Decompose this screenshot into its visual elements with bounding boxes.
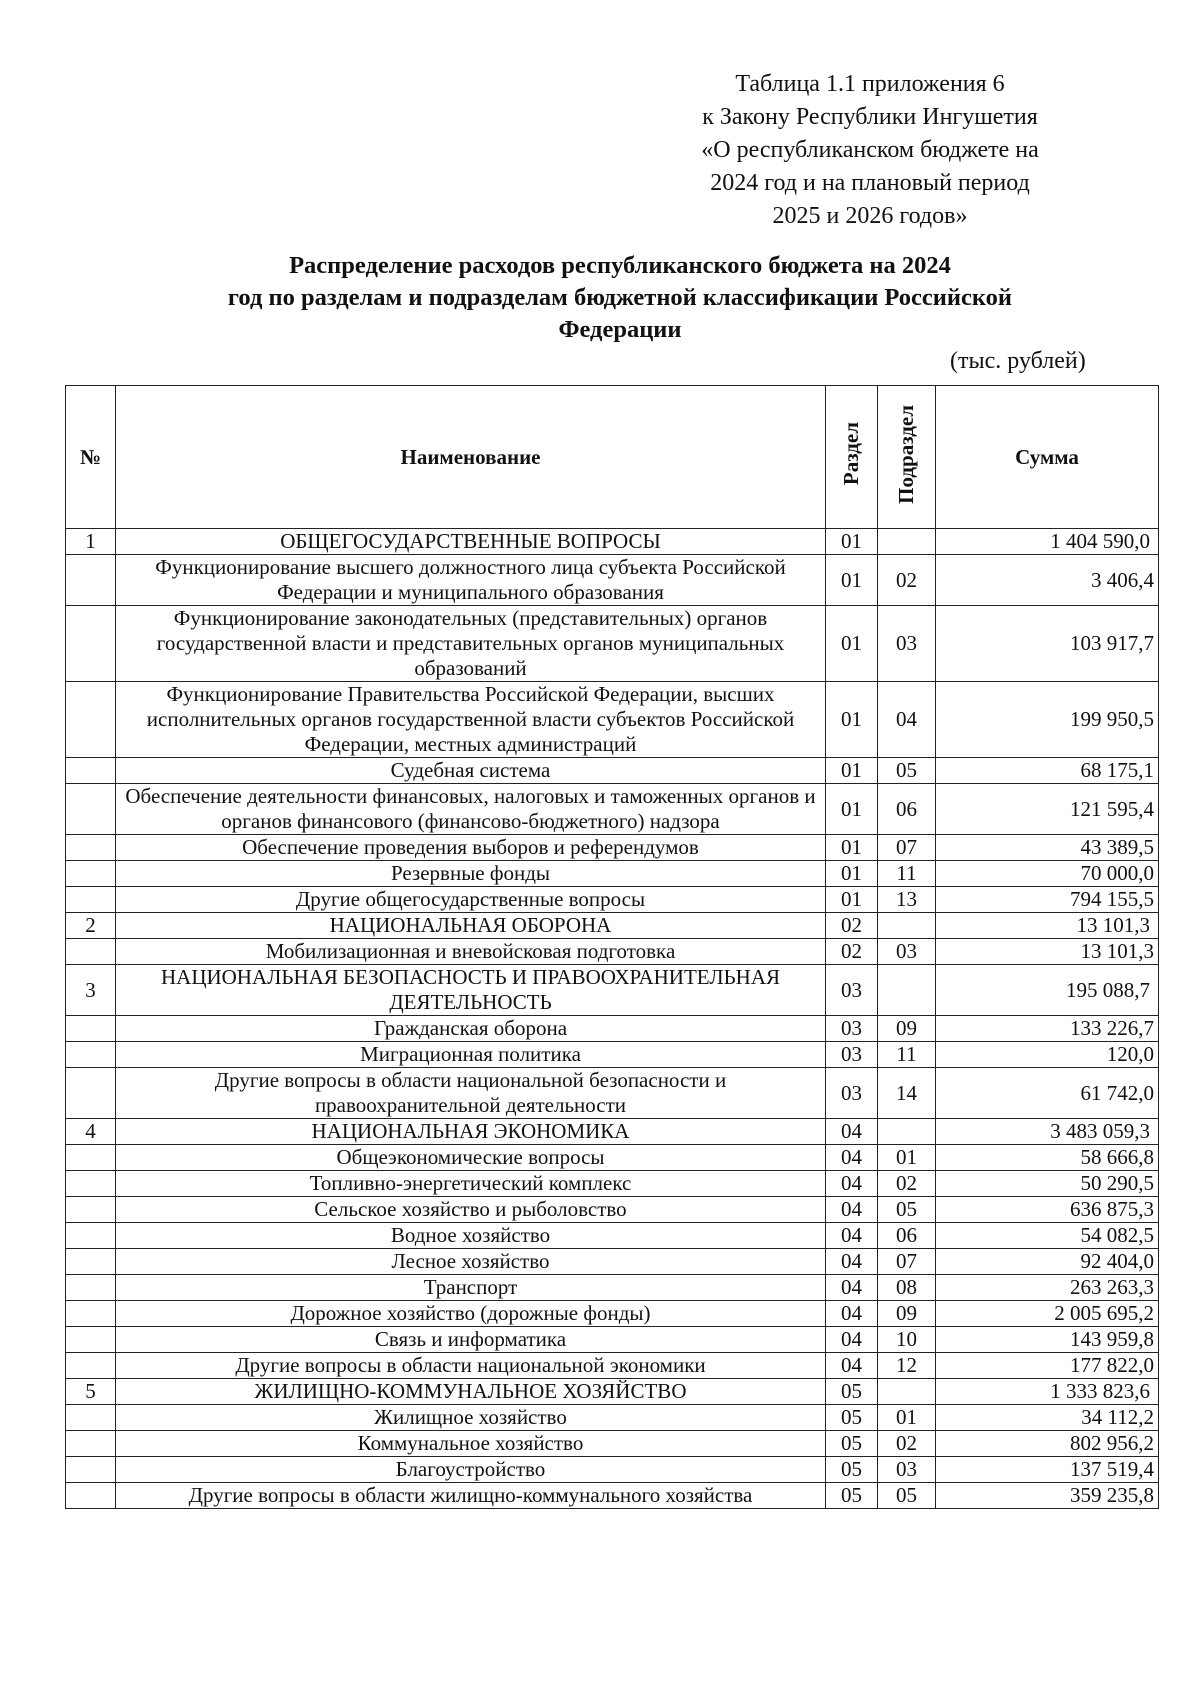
cell-sum: 70 000,0 bbox=[936, 861, 1159, 887]
appendix-note-line: 2024 год и на плановый период bbox=[710, 170, 1030, 196]
cell-section: 01 bbox=[826, 555, 878, 606]
table-body bbox=[66, 529, 1159, 1509]
table-row bbox=[66, 1353, 1159, 1379]
header-number: № bbox=[66, 386, 116, 529]
cell-num bbox=[66, 1301, 116, 1327]
cell-subsection: 02 bbox=[878, 1431, 936, 1457]
cell-num bbox=[66, 1431, 116, 1457]
budget-table bbox=[65, 385, 1159, 1509]
cell-sum: 636 875,3 bbox=[936, 1197, 1159, 1223]
cell-num bbox=[66, 835, 116, 861]
cell-sum: 43 389,5 bbox=[936, 835, 1159, 861]
table-row bbox=[66, 1483, 1159, 1509]
table-row bbox=[66, 913, 1159, 939]
table-row bbox=[66, 1119, 1159, 1145]
cell-section: 01 bbox=[826, 529, 878, 555]
cell-sum: 3 483 059,3 bbox=[936, 1119, 1159, 1145]
cell-name: ОБЩЕГОСУДАРСТВЕННЫЕ ВОПРОСЫ bbox=[116, 529, 826, 555]
cell-num bbox=[66, 1068, 116, 1119]
cell-section: 04 bbox=[826, 1275, 878, 1301]
cell-section: 03 bbox=[826, 1068, 878, 1119]
table-row bbox=[66, 835, 1159, 861]
appendix-note-line: «О республиканском бюджете на bbox=[701, 137, 1039, 163]
cell-subsection: 05 bbox=[878, 1483, 936, 1509]
cell-num bbox=[66, 1042, 116, 1068]
cell-name: Резервные фонды bbox=[116, 861, 826, 887]
cell-num bbox=[66, 1145, 116, 1171]
cell-sum: 34 112,2 bbox=[936, 1405, 1159, 1431]
table-row bbox=[66, 1223, 1159, 1249]
cell-num bbox=[66, 861, 116, 887]
table-row bbox=[66, 1016, 1159, 1042]
cell-sum: 1 333 823,6 bbox=[936, 1379, 1159, 1405]
cell-name: ЖИЛИЩНО-КОММУНАЛЬНОЕ ХОЗЯЙСТВО bbox=[116, 1379, 826, 1405]
cell-section: 01 bbox=[826, 606, 878, 682]
cell-num bbox=[66, 1197, 116, 1223]
header-section-label: Раздел bbox=[839, 422, 863, 486]
cell-num bbox=[66, 784, 116, 835]
table-row bbox=[66, 682, 1159, 758]
cell-sum: 121 595,4 bbox=[936, 784, 1159, 835]
cell-num bbox=[66, 606, 116, 682]
cell-subsection: 11 bbox=[878, 861, 936, 887]
cell-section: 05 bbox=[826, 1483, 878, 1509]
cell-num bbox=[66, 1457, 116, 1483]
table-row bbox=[66, 1197, 1159, 1223]
cell-sum: 58 666,8 bbox=[936, 1145, 1159, 1171]
cell-section: 05 bbox=[826, 1405, 878, 1431]
cell-num bbox=[66, 1275, 116, 1301]
cell-sum: 133 226,7 bbox=[936, 1016, 1159, 1042]
cell-sum: 1 404 590,0 bbox=[936, 529, 1159, 555]
document-title-line: год по разделам и подразделам бюджетной классификации Российской bbox=[227, 284, 1013, 311]
cell-name: Топливно-энергетический комплекс bbox=[116, 1171, 826, 1197]
cell-section: 01 bbox=[826, 682, 878, 758]
cell-name: НАЦИОНАЛЬНАЯ ОБОРОНА bbox=[116, 913, 826, 939]
cell-subsection: 01 bbox=[878, 1405, 936, 1431]
table-row bbox=[66, 1405, 1159, 1431]
cell-sum: 794 155,5 bbox=[936, 887, 1159, 913]
header-section bbox=[826, 386, 878, 529]
cell-name: Обеспечение проведения выборов и референдумов bbox=[116, 835, 826, 861]
table-row bbox=[66, 1042, 1159, 1068]
cell-section: 02 bbox=[826, 913, 878, 939]
cell-num bbox=[66, 1405, 116, 1431]
table-row bbox=[66, 555, 1159, 606]
cell-section: 04 bbox=[826, 1301, 878, 1327]
cell-section: 04 bbox=[826, 1249, 878, 1275]
table-row bbox=[66, 1431, 1159, 1457]
cell-section: 04 bbox=[826, 1197, 878, 1223]
document-title bbox=[120, 250, 1120, 346]
cell-sum: 199 950,5 bbox=[936, 682, 1159, 758]
cell-sum: 195 088,7 bbox=[936, 965, 1159, 1016]
cell-num: 2 bbox=[66, 913, 116, 939]
table-row bbox=[66, 1275, 1159, 1301]
cell-section: 02 bbox=[826, 939, 878, 965]
cell-subsection: 12 bbox=[878, 1353, 936, 1379]
cell-section: 03 bbox=[826, 1016, 878, 1042]
cell-num bbox=[66, 1016, 116, 1042]
cell-num bbox=[66, 939, 116, 965]
cell-name: Сельское хозяйство и рыболовство bbox=[116, 1197, 826, 1223]
cell-name: Судебная система bbox=[116, 758, 826, 784]
cell-subsection: 05 bbox=[878, 1197, 936, 1223]
table-row bbox=[66, 1068, 1159, 1119]
cell-num bbox=[66, 682, 116, 758]
cell-subsection: 07 bbox=[878, 1249, 936, 1275]
cell-subsection: 11 bbox=[878, 1042, 936, 1068]
cell-section: 01 bbox=[826, 861, 878, 887]
header-subsection-label: Подраздел bbox=[894, 404, 918, 504]
table-row bbox=[66, 861, 1159, 887]
cell-name: Общеэкономические вопросы bbox=[116, 1145, 826, 1171]
cell-num bbox=[66, 555, 116, 606]
cell-section: 01 bbox=[826, 758, 878, 784]
cell-sum: 137 519,4 bbox=[936, 1457, 1159, 1483]
cell-name: Мобилизационная и вневойсковая подготовка bbox=[116, 939, 826, 965]
cell-section: 05 bbox=[826, 1457, 878, 1483]
cell-subsection: 07 bbox=[878, 835, 936, 861]
appendix-note-line: к Закону Республики Ингушетия bbox=[702, 104, 1038, 130]
cell-subsection: 03 bbox=[878, 1457, 936, 1483]
table-row bbox=[66, 1327, 1159, 1353]
table-row bbox=[66, 887, 1159, 913]
cell-name: Транспорт bbox=[116, 1275, 826, 1301]
cell-sum: 92 404,0 bbox=[936, 1249, 1159, 1275]
cell-section: 04 bbox=[826, 1145, 878, 1171]
cell-name: Функционирование высшего должностного лица субъекта Российской Федерации и муниципального образования bbox=[116, 555, 826, 606]
cell-sum: 359 235,8 bbox=[936, 1483, 1159, 1509]
cell-subsection: 06 bbox=[878, 1223, 936, 1249]
cell-subsection: 10 bbox=[878, 1327, 936, 1353]
document-title-line: Федерации bbox=[558, 316, 682, 343]
cell-name: Гражданская оборона bbox=[116, 1016, 826, 1042]
cell-section: 05 bbox=[826, 1379, 878, 1405]
cell-num bbox=[66, 1249, 116, 1275]
cell-name: Лесное хозяйство bbox=[116, 1249, 826, 1275]
document-title-line: Распределение расходов республиканского бюджета на 2024 bbox=[289, 252, 951, 279]
cell-sum: 68 175,1 bbox=[936, 758, 1159, 784]
appendix-note bbox=[690, 68, 1050, 233]
cell-sum: 61 742,0 bbox=[936, 1068, 1159, 1119]
cell-subsection: 09 bbox=[878, 1016, 936, 1042]
appendix-note-line: 2025 и 2026 годов» bbox=[772, 203, 968, 229]
table-header-row bbox=[66, 386, 1159, 529]
header-sum: Сумма bbox=[936, 386, 1159, 529]
cell-sum: 120,0 bbox=[936, 1042, 1159, 1068]
cell-sum: 3 406,4 bbox=[936, 555, 1159, 606]
cell-subsection: 04 bbox=[878, 682, 936, 758]
table-row bbox=[66, 606, 1159, 682]
table-row bbox=[66, 965, 1159, 1016]
header-name: Наименование bbox=[116, 386, 826, 529]
table-row bbox=[66, 1249, 1159, 1275]
cell-sum: 54 082,5 bbox=[936, 1223, 1159, 1249]
cell-name: Благоустройство bbox=[116, 1457, 826, 1483]
cell-section: 04 bbox=[826, 1119, 878, 1145]
table-row bbox=[66, 784, 1159, 835]
cell-subsection bbox=[878, 1119, 936, 1145]
cell-subsection: 09 bbox=[878, 1301, 936, 1327]
cell-sum: 143 959,8 bbox=[936, 1327, 1159, 1353]
table-row bbox=[66, 1457, 1159, 1483]
appendix-note-line: Таблица 1.1 приложения 6 bbox=[735, 71, 1005, 97]
cell-name: Другие вопросы в области жилищно-коммунального хозяйства bbox=[116, 1483, 826, 1509]
cell-section: 04 bbox=[826, 1353, 878, 1379]
units-label: (тыс. рублей) bbox=[950, 348, 1086, 374]
cell-name: Жилищное хозяйство bbox=[116, 1405, 826, 1431]
cell-section: 04 bbox=[826, 1223, 878, 1249]
cell-num bbox=[66, 1483, 116, 1509]
header-subsection bbox=[878, 386, 936, 529]
cell-sum: 2 005 695,2 bbox=[936, 1301, 1159, 1327]
table-row bbox=[66, 1171, 1159, 1197]
cell-name: Водное хозяйство bbox=[116, 1223, 826, 1249]
cell-name: Другие вопросы в области национальной экономики bbox=[116, 1353, 826, 1379]
cell-name: Обеспечение деятельности финансовых, налоговых и таможенных органов и органов финансового (финансово-бюджетного) надзора bbox=[116, 784, 826, 835]
cell-section: 03 bbox=[826, 1042, 878, 1068]
cell-section: 01 bbox=[826, 887, 878, 913]
cell-name: Другие общегосударственные вопросы bbox=[116, 887, 826, 913]
cell-name: Функционирование законодательных (представительных) органов государственной власти и представительных органов муниципальных образований bbox=[116, 606, 826, 682]
cell-name: НАЦИОНАЛЬНАЯ ЭКОНОМИКА bbox=[116, 1119, 826, 1145]
cell-num bbox=[66, 1223, 116, 1249]
cell-num bbox=[66, 1171, 116, 1197]
cell-name: Коммунальное хозяйство bbox=[116, 1431, 826, 1457]
cell-sum: 103 917,7 bbox=[936, 606, 1159, 682]
cell-sum: 50 290,5 bbox=[936, 1171, 1159, 1197]
cell-sum: 177 822,0 bbox=[936, 1353, 1159, 1379]
cell-subsection: 14 bbox=[878, 1068, 936, 1119]
cell-num: 5 bbox=[66, 1379, 116, 1405]
table-row bbox=[66, 1301, 1159, 1327]
cell-num: 3 bbox=[66, 965, 116, 1016]
cell-name: Миграционная политика bbox=[116, 1042, 826, 1068]
cell-num: 4 bbox=[66, 1119, 116, 1145]
table-row bbox=[66, 529, 1159, 555]
cell-subsection: 03 bbox=[878, 939, 936, 965]
cell-subsection bbox=[878, 529, 936, 555]
cell-name: НАЦИОНАЛЬНАЯ БЕЗОПАСНОСТЬ И ПРАВООХРАНИТЕЛЬНАЯ ДЕЯТЕЛЬНОСТЬ bbox=[116, 965, 826, 1016]
cell-name: Дорожное хозяйство (дорожные фонды) bbox=[116, 1301, 826, 1327]
cell-subsection: 08 bbox=[878, 1275, 936, 1301]
cell-section: 01 bbox=[826, 835, 878, 861]
cell-subsection: 05 bbox=[878, 758, 936, 784]
cell-subsection: 02 bbox=[878, 555, 936, 606]
cell-section: 05 bbox=[826, 1431, 878, 1457]
cell-sum: 263 263,3 bbox=[936, 1275, 1159, 1301]
cell-subsection: 13 bbox=[878, 887, 936, 913]
cell-sum: 802 956,2 bbox=[936, 1431, 1159, 1457]
cell-name: Функционирование Правительства Российской Федерации, высших исполнительных органов государственной власти субъектов Российской Федерации, местных администраций bbox=[116, 682, 826, 758]
table-row bbox=[66, 1145, 1159, 1171]
cell-subsection: 06 bbox=[878, 784, 936, 835]
table-row bbox=[66, 758, 1159, 784]
cell-num: 1 bbox=[66, 529, 116, 555]
cell-subsection bbox=[878, 965, 936, 1016]
cell-subsection: 03 bbox=[878, 606, 936, 682]
cell-subsection: 02 bbox=[878, 1171, 936, 1197]
cell-section: 01 bbox=[826, 784, 878, 835]
cell-num bbox=[66, 758, 116, 784]
cell-subsection bbox=[878, 913, 936, 939]
cell-name: Связь и информатика bbox=[116, 1327, 826, 1353]
cell-sum: 13 101,3 bbox=[936, 913, 1159, 939]
cell-section: 03 bbox=[826, 965, 878, 1016]
cell-sum: 13 101,3 bbox=[936, 939, 1159, 965]
cell-subsection: 01 bbox=[878, 1145, 936, 1171]
cell-subsection bbox=[878, 1379, 936, 1405]
cell-section: 04 bbox=[826, 1327, 878, 1353]
cell-name: Другие вопросы в области национальной безопасности и правоохранительной деятельности bbox=[116, 1068, 826, 1119]
cell-section: 04 bbox=[826, 1171, 878, 1197]
cell-num bbox=[66, 1353, 116, 1379]
cell-num bbox=[66, 887, 116, 913]
table-row bbox=[66, 939, 1159, 965]
cell-num bbox=[66, 1327, 116, 1353]
table-row bbox=[66, 1379, 1159, 1405]
